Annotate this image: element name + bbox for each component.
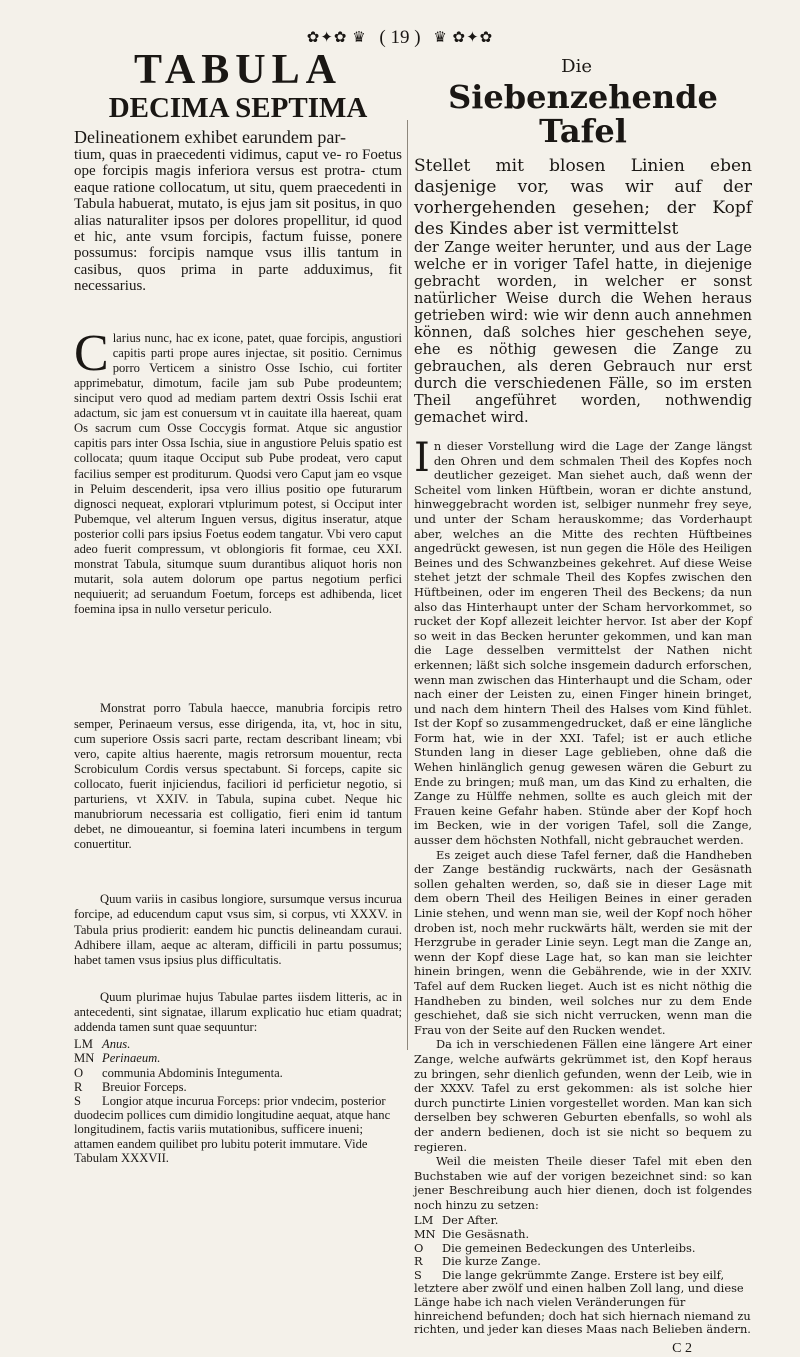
latin-intro-rest: tium, quas in praecedenti vidimus, caput ve- ro Foetus ope forcipis magis inferiora versus est protra- ctum eaque ratione collocatum, ut situ, quem praecedenti in Tabula habuerat, mutato, is ejus jam sit positus, in quo alias naturaliter ipsos per dolores propellitur, id quod et hic, ante vsum forcipis, factum fuisse, ponere possumus: forcipis namque vsus illis tantum in casibus, quos prima in parte adduximus, fit necessarius. (74, 147, 402, 295)
german-legend-item: S Die lange gekrümmte Zange. Erstere ist bey eilf, letztere aber zwölf und einen halben Zoll lang, und diese Länge habe ich nach vielen Veränderungen für hinreichend befunden; doch hat sich hiernach niemand zu richten, und jeder kan dieses Maas nach Belieben ändern. (414, 1267, 751, 1337)
german-intro-large: Stellet mit blosen Linien eben dasjenige vor, was wir auf der vorhergehenden gesehen; der Kopf des Kindes aber ist vermittelst (414, 156, 752, 239)
german-title: Siebenzehende Tafel (448, 78, 718, 150)
latin-legend-item: LM Anus. (74, 1037, 131, 1052)
german-paragraph-2: Es zeiget auch diese Tafel ferner, daß die Handheben der Zange beständig ruckwärts, nach der Gesäsnath sollen gehalten werden, so, daß sie in dieser Lage mit dem obern Theil des Heiligen Beines in einer geraden Linie stehen, und wenn man sie, weil der Kopf noch höher droben ist, noch mehr ruckwärts hält, werden sie mit der Herzgrube in gerader Linie seyn. Legt man die Zange an, wenn der Kopf diese Lage hat, so kan man sie leichter hinein bringen, wenn die Gebährende, wie in der XXIV. Tafel auf dem Rucken lieget. Auch ist es nicht nöthig die Handheben zu binden, weil solches nur zu dem Ende geschiehet, daß sie sich nicht verrucken, wenn man die Frau von der Seite auf den Rucken wendet. (414, 847, 752, 1037)
left-ornament-icon: ✿✦✿ (306, 30, 348, 47)
column-divider (407, 120, 408, 1050)
latin-paragraph-3: Quum variis in casibus longiore, sursumque versus incurua forcipe, ad educendum caput vsus sim, si corpus, vti XXXV. in Tabula prius prodierit: eandem hic punctis delineandam curaui. Adhibere illam, aeque ac alteram, difficili in partu possumus; habet tamen vsus ipsius plus difficultatis. (74, 892, 402, 967)
latin-paragraph-1-text: larius nunc, hac ex icone, patet, quae forcipis, angustiori capitis parti prope aures injectae, sit positio. Cernimus porro Verticem a sinistro Osse Ischio, cui fortiter apprimebatur, dimotum, facile jam sub Pube prodeuntem; sinciput vero quod ad mediam partem dextri Ossis Ischii erat adactum, sic jam est conuersum vt in cauitate illa haereat, quam Os sacrum cum Osse Coccygis format. Atque sic angustior capitis pars inter Ossa Ischia, siue in angustiore Peluis spatio est collocata; quum itaque Occiput sub Pube prodeat, vero caput facilius semper est proditurum. Quodsi vero Caput jam eo vsque in Peluim descenderit, ipsa vero illius positio ope futurarum dignosci nequeat, explorari vtplurimum potest, si Occiput inter Pubemque, vel alterum Inguen versus, digitus inseratur, atque posterior colli pars ipsius Foetus eodem tangatur. Vbi vero caput adeo fuerit compressum, vt oblongioris fit formae, ceu XXI. monstrat Tabula, situmque suum durantibus aliquot horis non mutarit, sola autem dolorum ope partus negotium perfici nequiuerit; ad seruandum Foetum, forceps est adhibenda, licet foemina ipsa in nullo versetur periculo. (74, 330, 402, 617)
german-title-article: Die (561, 56, 592, 77)
german-legend-item: LM Der After. (414, 1213, 499, 1228)
latin-paragraph-2: Monstrat porro Tabula haecce, manubria forcipis retro semper, Perinaeum versus, esse dirigenda, ita, vt, hoc in situ, cum superiore Ossis sacri parte, rectam describant lineam; vbi vero, capite altius haerente, magis retrorsum mouentur, recta Scrobiculum Cordis versus spectabunt. Si forceps, capite sic collocato, fuerit injiciendus, faciliori id perficietur negotio, si parturiens, vt XXIV. in Tabula, supina cubet. Neque hic manubriorum necessaria est colligatio, fieri enim id tantum debet, ne dimoueantur, si foemina lateri incumbens in tergum conuertitur. (74, 701, 402, 852)
latin-legend-item: R Breuior Forceps. (74, 1079, 187, 1094)
german-intro (414, 156, 752, 427)
latin-drop-cap: C (74, 324, 109, 382)
latin-legend-item: O communia Abdominis Integumenta. (74, 1065, 283, 1080)
latin-subtitle: DECIMA SEPTIMA (108, 92, 368, 124)
latin-paragraph-4: Quum plurimae hujus Tabulae partes iisdem litteris, ac in antecedenti, sint signatae, illarum explicatio huc etiam quadrat; addenda tamen sunt quae sequuntur: (74, 989, 402, 1035)
german-drop-cap: I (414, 435, 430, 481)
latin-legend (74, 1037, 402, 1165)
latin-intro-line1: Delineationem exhibet earundem par- (74, 127, 347, 147)
german-paragraph-3: Da ich in verschiedenen Fällen eine längere Art einer Zange, welche aufwärts gekrümmet ist, den Kopf heraus zu bringen, sehr dienlich gefunden, wenn der Leib, wie in der XXXV. Tafel zu erst gekommen: als ist solche hier durch punctirte Linien vorgestellet worden. Man kan sich derselben bey schweren Geburten ebenfalls, so wohl als der andern bedienen, doch ist sie nicht so bequem zu regieren. (414, 1037, 752, 1154)
page-number: ( 19 ) (379, 26, 421, 48)
german-intro-small: der Zange weiter herunter, und aus der Lage welche er in voriger Tafel hatte, in diejenige gebracht worden, in welcher er sonst natürlicher Weise durch die Wehen heraus getrieben wird: wie wir denn auch annehmen können, daß solches hier geschehen seye, ehe es nöthig gewesen die Zange zu gebrauchen, als deren Gebrauch nur erst durch die verschiedenen Fälle, so im ersten Theil angeführet worden, nothwendig gemachet wird. (414, 240, 752, 426)
right-ornament-icon: ✿✦✿ (452, 30, 494, 47)
german-paragraph-1-text: n dieser Vorstellung wird die Lage der Zange längst den Ohren und dem schmalen Theil des Kopfes noch deutlicher gezeiget. Man siehet auch, daß wenn der Scheitel vom linken Hüftbein, woran er dichte anstund, hinweggebracht worden ist, selbiger nunmehr frey seye, und unter der Scham herauskomme; das Vorderhaupt aber, welches an die Mitte des rechten Hüftbeines angedrückt gewesen, ist nun gegen die Höle des Heiligen Beines und des Schwanzbeines gekehret. Auf diese Weise stehet jetzt der schmale Theil des Kopfes zwischen den Hüftbeinen, oder im engeren Theil des Beckens; da nun also das Hinterhaupt unter der Scham hervorkommet, so rucket der Kopf allezeit leichter hervor. Ist aber der Kopf so weit in das Becken herunter gekommen, und kan man die Lage desselben vermittelst der Nathen nicht erkennen; läßt sich solche insgemein dadurch erforschen, wenn man zwischen das Hinterhaupt und die Scham, oder nach einer der Leisten zu, einen Finger hinein bringet, und nach dem hintern Theil des Halses vom Kind fühlet. Ist der Kopf so zusammengedrucket, daß er eine längliche Form hat, wie in der XXI. Tafel; ist er auch etliche Stunden lang in dieser Lage geblieben, ohne daß die Wehen hinlänglich genug gewesen wären die Geburt zu Ende zu bringen; muß man, um das Kind zu erhalten, die Zange zu Hülffe nehmen, sollte es auch gleich mit der Frauen keine Gefahr haben. Stünde aber der Kopf hoch im Becken, wie in der vorigen Tafel, soll die Zange, ausser dem höchsten Nothfall, nicht gebrauchet werden. (414, 439, 752, 848)
latin-column (74, 47, 402, 1165)
latin-title: TABULA (134, 47, 342, 93)
german-paragraph-1 (414, 435, 752, 848)
page-header (0, 26, 800, 49)
crown-left-icon: ♛ (352, 30, 367, 47)
latin-legend-item: MN Perinaeum. (74, 1051, 161, 1066)
crown-right-icon: ♛ (433, 30, 448, 47)
german-column (414, 56, 752, 1356)
german-paragraph-4: Weil die meisten Theile dieser Tafel mit eben den Buchstaben wie auf der vorigen bezeichnet sind: so kan jener Beschreibung auch hier dienen, doch ist folgendes noch hinzu zu setzen: (414, 1154, 752, 1212)
german-legend-item: R Die kurze Zange. (414, 1254, 541, 1269)
german-legend-item: O Die gemeinen Bedeckungen des Unterleibs. (414, 1240, 696, 1255)
signature-mark: C 2 (672, 1340, 692, 1356)
latin-paragraph-1 (74, 324, 402, 618)
latin-intro (74, 128, 402, 295)
german-legend-item: MN Die Gesäsnath. (414, 1227, 530, 1242)
latin-legend-item: S Longior atque incurua Forceps: prior vndecim, posterior duodecim pollices cum dimidio longitudine aequat, atque hanc longitudinem, factis variis mutationibus, sufficere inueni; attamen eandem quilibet pro lubitu poterit immutare. Vide Tabulam XXXVII. (74, 1093, 391, 1165)
german-legend (414, 1214, 752, 1336)
